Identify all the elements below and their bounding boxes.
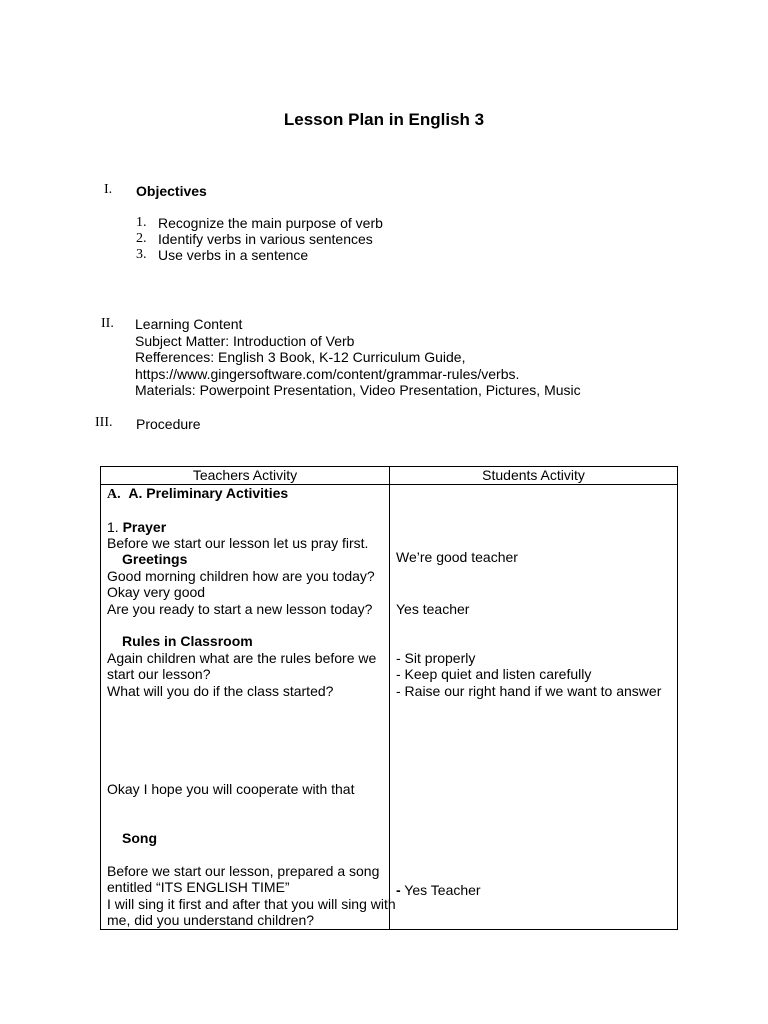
cooperate-text: Okay I hope you will cooperate with that bbox=[107, 781, 355, 797]
teacher-activity-cell bbox=[101, 485, 396, 930]
song-text: me, did you understand children? bbox=[107, 912, 315, 928]
table-header-row bbox=[101, 467, 678, 485]
greeting-text: Are you ready to start a new lesson today? bbox=[107, 601, 373, 617]
list-item: 3. Use verbs in a sentence bbox=[136, 247, 309, 263]
rules-heading: Rules in Classroom bbox=[122, 633, 253, 649]
header-teachers-activity: Teachers Activity bbox=[101, 467, 390, 485]
song-heading: Song bbox=[122, 830, 157, 846]
reference-url: https://www.gingersoftware.com/content/grammar-rules/verbs. bbox=[135, 365, 520, 382]
greeting-text: Good morning children how are you today? bbox=[107, 568, 375, 584]
student-rule: - Keep quiet and listen carefully bbox=[396, 666, 592, 682]
song-text: Before we start our lesson, prepared a song bbox=[107, 863, 380, 879]
section-number-objectives: I. bbox=[104, 182, 113, 197]
student-rule: - Sit properly bbox=[396, 650, 476, 666]
objectives-heading: Objectives bbox=[136, 183, 207, 199]
rules-text: start our lesson? bbox=[107, 666, 211, 682]
student-response: Yes teacher bbox=[396, 601, 470, 617]
section-number-procedure: III. bbox=[95, 415, 113, 430]
materials: Materials: Powerpoint Presentation, Video Presentation, Pictures, Music bbox=[135, 382, 581, 398]
rules-text: What will you do if the class started? bbox=[107, 683, 334, 699]
student-activity-cell bbox=[390, 485, 678, 930]
rules-text: Again children what are the rules before we bbox=[107, 650, 377, 666]
greetings-heading: Greetings bbox=[122, 551, 188, 567]
prayer-text: Before we start our lesson let us pray first. bbox=[107, 535, 369, 551]
song-text: I will sing it first and after that you will sing with bbox=[107, 896, 396, 912]
student-response: We’re good teacher bbox=[396, 549, 518, 565]
student-response: - Yes Teacher bbox=[396, 882, 481, 898]
page-title: Lesson Plan in English 3 bbox=[283, 110, 485, 129]
procedure-table bbox=[100, 466, 678, 930]
learning-content-heading: Learning Content bbox=[135, 316, 243, 332]
preliminary-heading: A. A. Preliminary Activities bbox=[107, 485, 289, 502]
table-row bbox=[101, 485, 678, 930]
subject-matter: Subject Matter: Introduction of Verb bbox=[135, 332, 355, 349]
list-item: 1. Recognize the main purpose of verb bbox=[136, 215, 383, 231]
greeting-text: Okay very good bbox=[107, 584, 206, 600]
procedure-heading: Procedure bbox=[136, 416, 201, 432]
learning-content bbox=[135, 316, 581, 399]
header-students-activity: Students Activity bbox=[390, 467, 678, 485]
song-text: entitled “ITS ENGLISH TIME” bbox=[107, 879, 290, 895]
student-rule: - Raise our right hand if we want to answer bbox=[396, 683, 662, 699]
list-item: 2. Identify verbs in various sentences bbox=[136, 231, 373, 247]
prayer-heading: 1. Prayer bbox=[107, 519, 167, 535]
section-number-learning: II. bbox=[101, 316, 114, 331]
objectives-list bbox=[136, 215, 383, 263]
references: Refferences: English 3 Book, K-12 Curriculum Guide, bbox=[135, 349, 466, 365]
